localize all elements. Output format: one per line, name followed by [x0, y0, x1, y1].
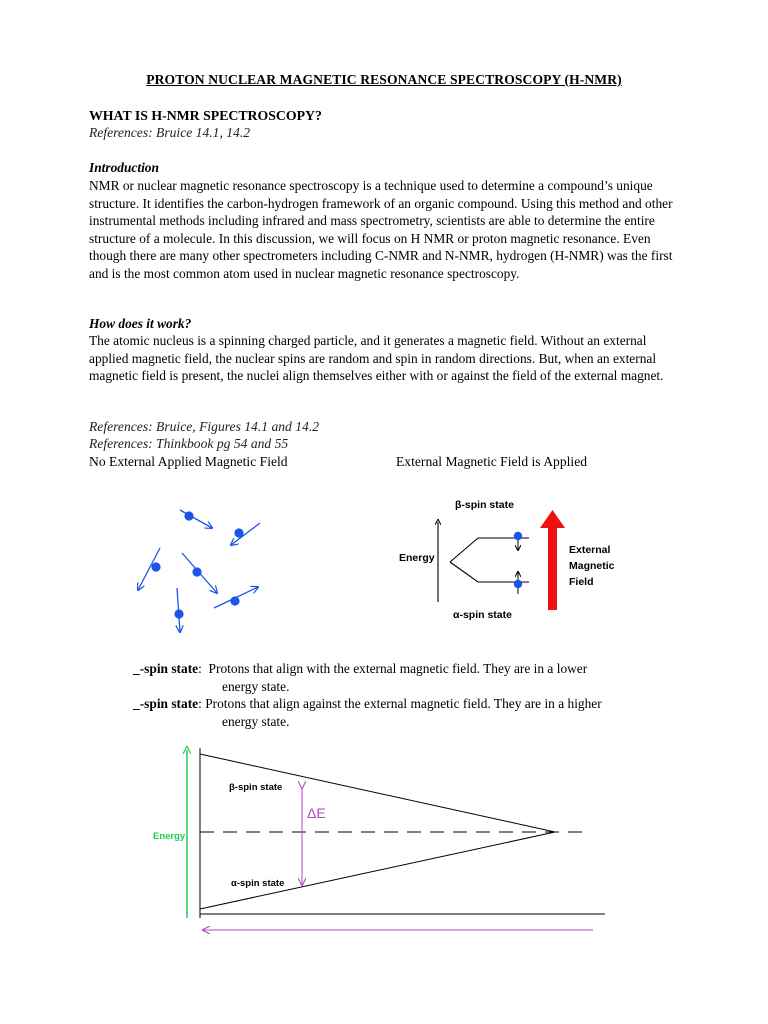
alpha-definition: [133, 660, 587, 695]
caption-no-field: No External Applied Magnetic Field: [89, 454, 288, 469]
beta-proton-dot: [514, 532, 522, 540]
beta-state-label: β-spin state: [455, 499, 514, 511]
spin-splitting-figure: [395, 490, 625, 625]
spin-arrow: [180, 510, 212, 528]
proton-dot: [230, 596, 239, 605]
introduction-paragraph: NMR or nuclear magnetic resonance spectroscopy is a technique used to determine a compound’s unique structure. It identifies the carbon-hydrogen framework of an organic compound. Using this method and other instrumental methods including infrared and mass spectrometry, scientists are able to determine the entire structure of a molecule. In this discussion, we will focus on H NMR or proton magnetic resonance. Even though there are many other spectrometers including C-NMR and N-NMR, hydrogen (H-NMR) was the first and is the most common atom used in nuclear magnetic resonance spectroscopy.: [89, 178, 673, 281]
alpha-colon: :: [198, 661, 202, 676]
proton-dot: [174, 609, 183, 618]
proton-dot: [234, 528, 243, 537]
field-label-line2: Magnetic: [569, 560, 615, 572]
energy-label: Energy: [399, 552, 435, 564]
proton-dot: [151, 562, 160, 571]
alpha-continuation: energy state.: [222, 678, 290, 694]
how-it-works-paragraph: The atomic nucleus is a spinning charged particle, and it generates a magnetic field. Without an external applied magnetic field, the nuclear spins are random and spin in random directions. But, when an external magnetic field is present, the nuclei align themselves either with or against the field of the external magnet.: [89, 333, 664, 384]
alpha-proton-dot: [514, 580, 522, 588]
alpha-level-line: [200, 832, 555, 909]
beta-definition: [133, 695, 602, 730]
level-split-upper: [450, 538, 529, 562]
figure-reference-1: References: Bruice, Figures 14.1 and 14.2: [89, 419, 320, 434]
proton-dot: [192, 567, 201, 576]
random-spins-figure: [125, 495, 270, 640]
beta-text: Protons that align against the external magnetic field. They are in a higher: [205, 696, 602, 711]
field-label-line1: External: [569, 544, 611, 556]
how-it-works-heading: How does it work?: [89, 316, 192, 331]
energy-axis-label: Energy: [153, 831, 186, 842]
beta-spin-label: β-spin state: [229, 782, 283, 793]
figure-reference-2: References: Thinkbook pg 54 and 55: [89, 436, 289, 451]
delta-e-label: ΔE: [307, 805, 326, 821]
caption-field-applied: External Magnetic Field is Applied: [396, 454, 588, 469]
energy-gap-diagram: [145, 740, 615, 940]
page-title: PROTON NUCLEAR MAGNETIC RESONANCE SPECTROSCOPY (H-NMR): [146, 72, 622, 87]
beta-term: _-spin state: [133, 696, 199, 711]
alpha-text: Protons that align with the external magnetic field. They are in a lower: [208, 661, 588, 676]
section-heading: WHAT IS H-NMR SPECTROSCOPY?: [89, 108, 322, 123]
beta-colon: :: [198, 696, 202, 711]
external-field-arrow: [540, 510, 565, 610]
introduction-heading: Introduction: [89, 160, 159, 175]
beta-level-line: [200, 754, 555, 832]
level-split-lower: [450, 562, 529, 582]
alpha-spin-label: α-spin state: [231, 878, 285, 889]
alpha-state-label: α-spin state: [453, 609, 512, 621]
field-label-line3: Field: [569, 576, 594, 588]
alpha-term: _-spin state: [133, 661, 199, 676]
beta-continuation: energy state.: [222, 713, 290, 729]
section-references: References: Bruice 14.1, 14.2: [89, 125, 251, 140]
proton-dot: [184, 511, 193, 520]
